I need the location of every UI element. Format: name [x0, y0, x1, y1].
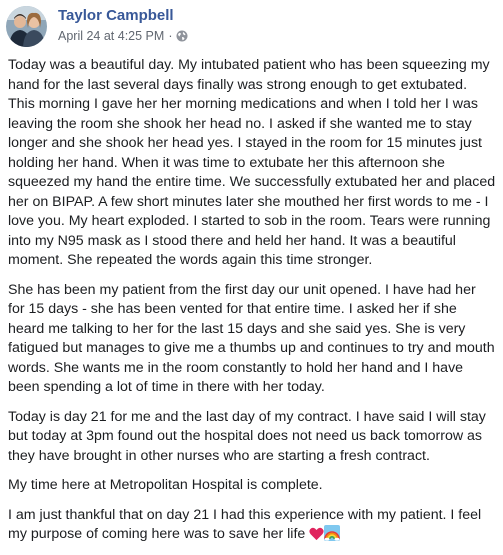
post-paragraph: Today was a beautiful day. My intubated patient who has been squeezing my hand for the last several days finally was strong enough to get extubated. This morning I gave her her morning medications and when I told her I was leaving the room she shook her head no. I asked if she wanted me to stay longer and she shook her head yes. I stayed in the room for 15 minutes just holding her hand. When it was time to extubate her this afternoon she squeezed my hand the entire time. We successfully extubated her and placed her on BIPAP. A few short minutes later she mouthed her first words to me - I love you. My heart exploded. I started to sob in the room. Tears were running into my N95 mask as I stood there and held her hand. It was a beautiful moment. She repeated the words again this time stronger.	[8, 57, 496, 268]
rainbow-icon	[324, 525, 340, 541]
post-paragraph-last	[8, 506, 496, 545]
post-timestamp[interactable]: April 24 at 4:25 PM	[58, 29, 165, 43]
post-paragraph: Today is day 21 for me and the last day of my contract. I have said I will stay but today at 3pm found out the hospital does not need us back tomorrow as they have brought in other nurses who are starting a fresh contract.	[8, 408, 486, 464]
avatar[interactable]	[6, 6, 47, 47]
post-paragraph: She has been my patient from the first day our unit opened. I have had her for 15 days - she has been vented for that entire time. I asked her if she heard me talking to her for the last 15 days and she said yes. She is very fatigued but manages to give me a thumbs up and continues to try and mouth words. She wants me in the room constantly to hold her hand and I have been spending a lot of time in there with her today.	[8, 281, 495, 395]
post-paragraph: My time here at Metropolitan Hospital is complete.	[8, 477, 323, 493]
globe-icon[interactable]	[176, 30, 188, 42]
post-body	[8, 56, 496, 555]
meta-separator: ·	[168, 29, 173, 43]
post-subline	[58, 28, 188, 44]
post-header	[6, 6, 188, 50]
post-paragraph-text: I am just thankful that on day 21 I had this experience with my patient. I feel my purpose of coming here was to save her life	[8, 506, 482, 542]
post-meta	[58, 7, 188, 44]
heart-icon	[309, 527, 324, 541]
author-name[interactable]: Taylor Campbell	[58, 7, 174, 24]
